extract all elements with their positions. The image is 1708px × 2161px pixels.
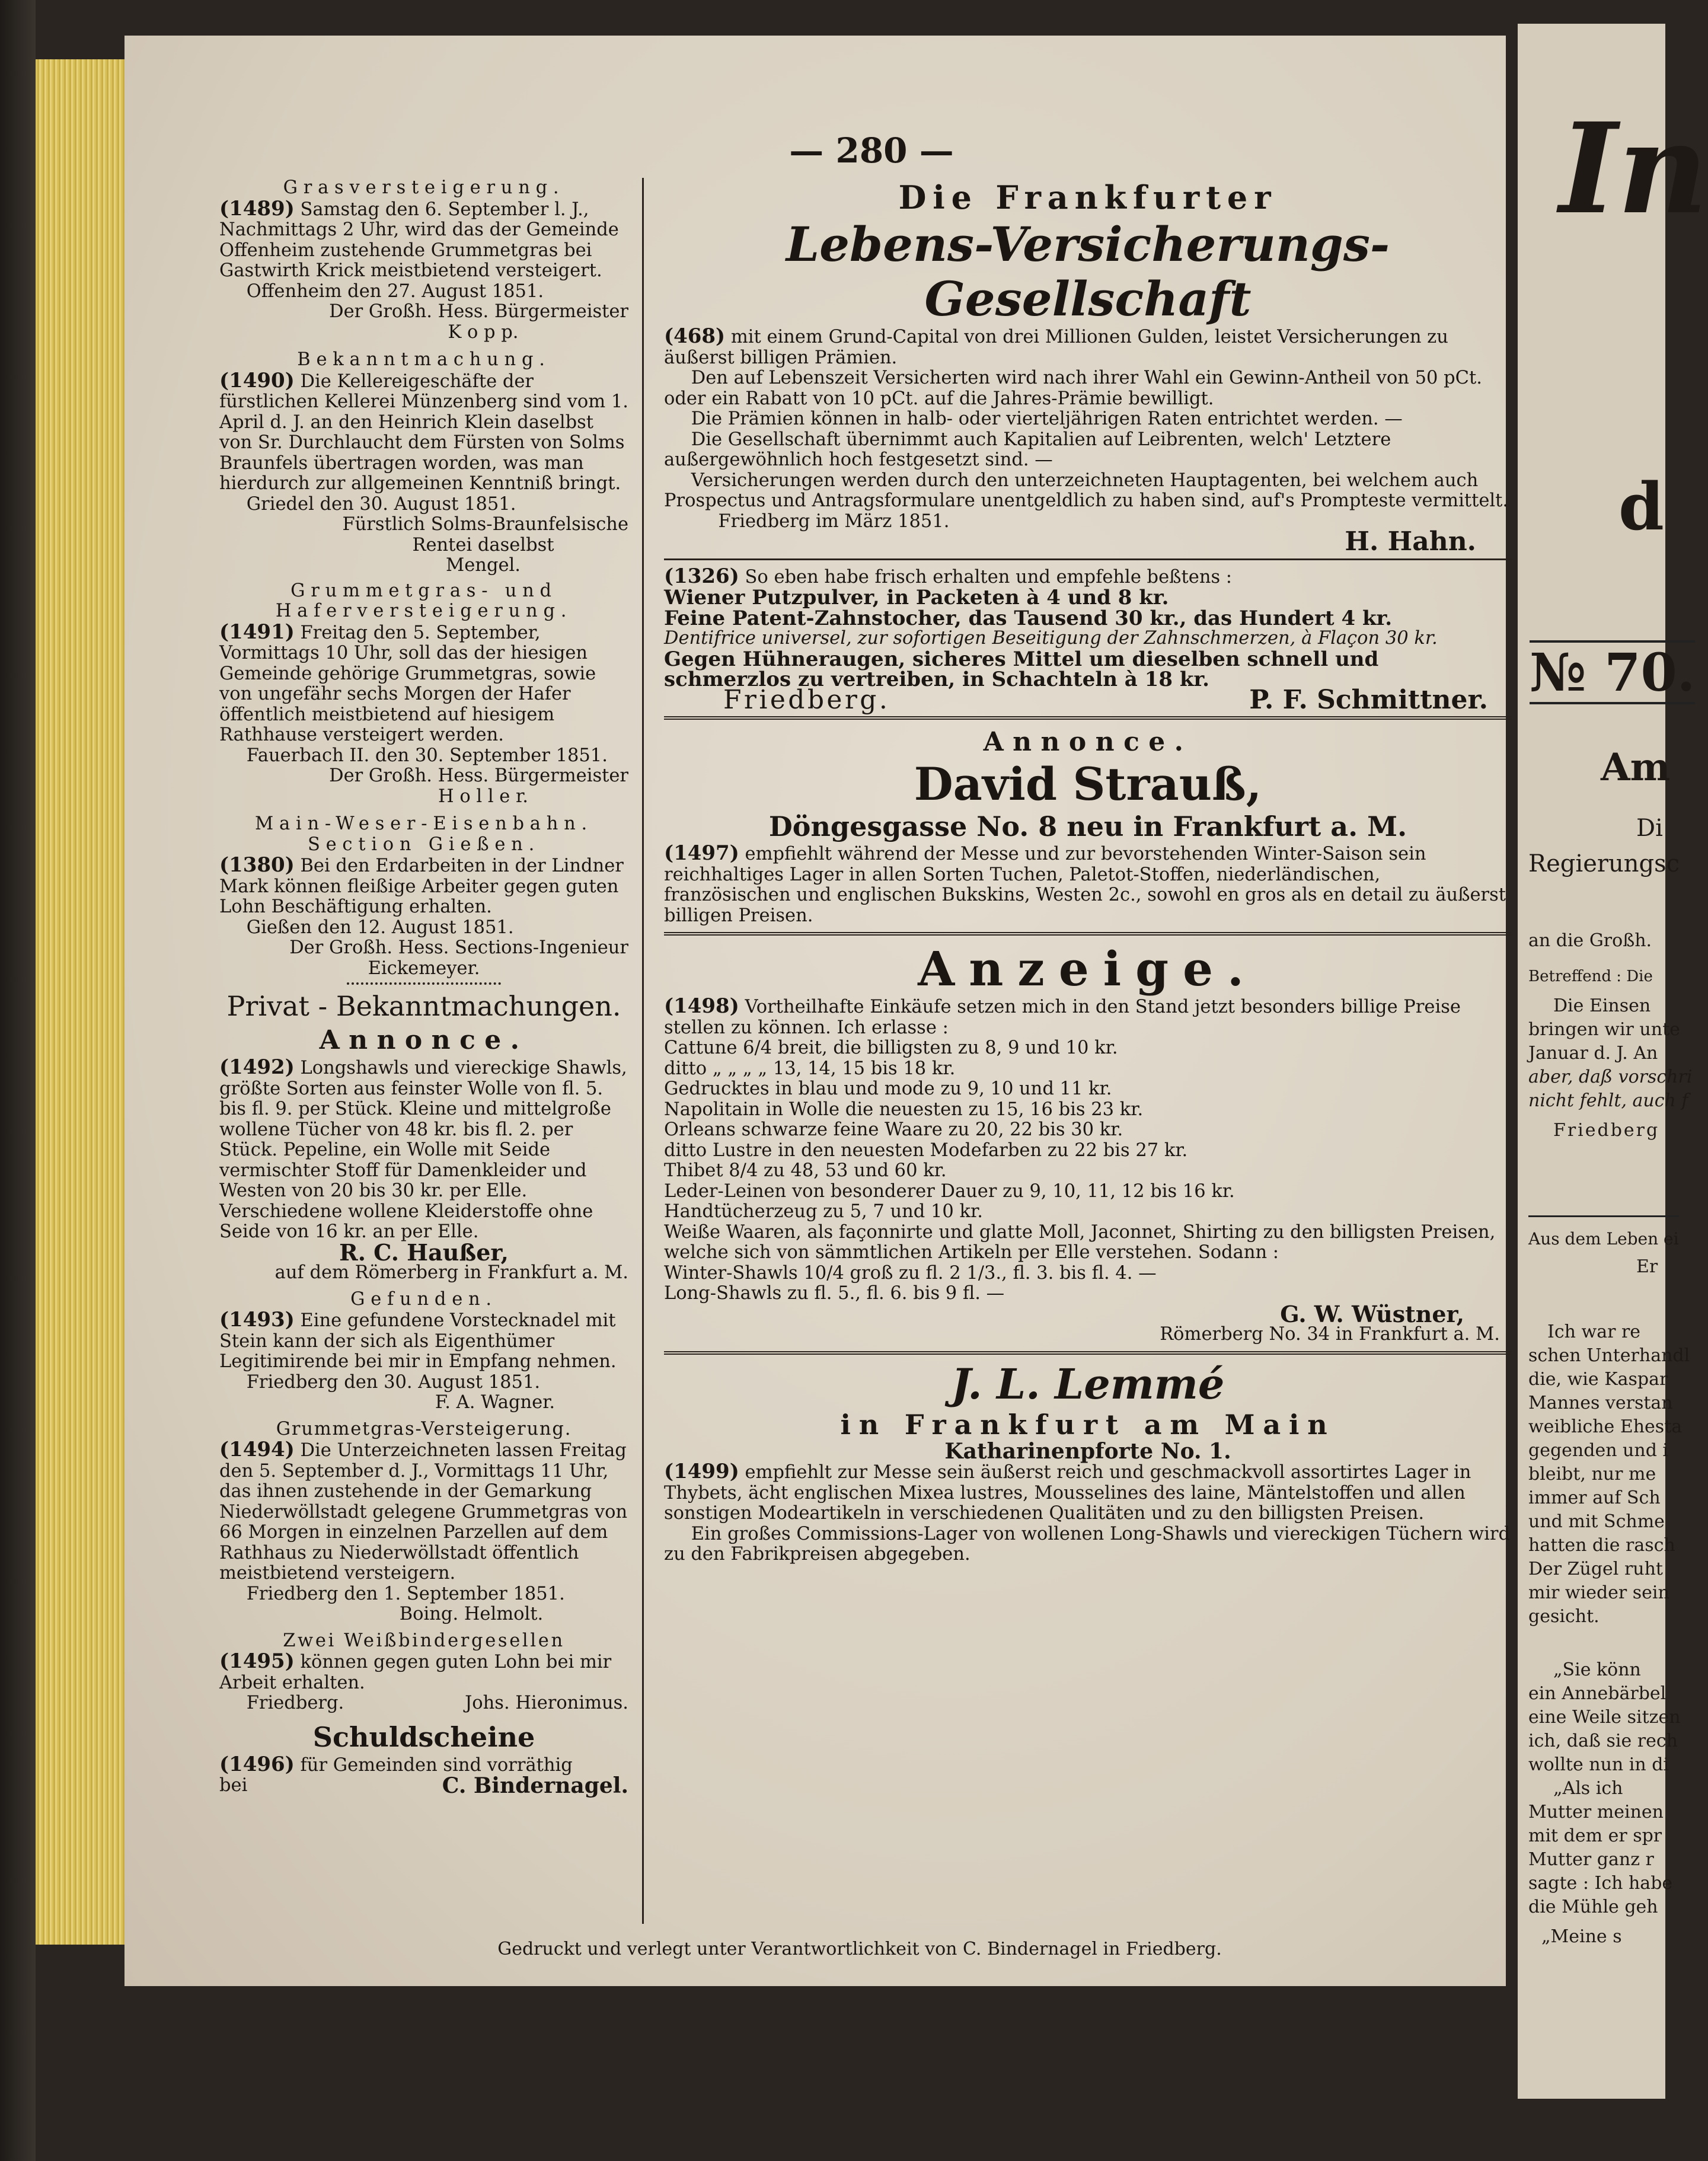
notice-title: Grummetgras- und Haferversteigerung. (275, 580, 573, 621)
price-line: Leder-Leinen von besonderer Dauer zu 9, 10, 11, 12 bis 16 kr. (664, 1180, 1235, 1202)
text-fragment: schen Unterhandl (1528, 1345, 1690, 1366)
notice-signature: Der Großh. Hess. Sections-Ingenieur (289, 937, 628, 958)
ad-text: Vortheilhafte Einkäufe setzen mich in den Stand jetzt besonders billige Preise stellen zu können. Ich erlasse : (664, 997, 1461, 1038)
text-fragment: Ich war re (1547, 1322, 1641, 1342)
notice-signature-name: H o l l e r. (438, 786, 528, 807)
notice-number: (1494) (219, 1438, 295, 1461)
ornament-divider (347, 982, 501, 985)
notice-body (219, 1057, 628, 1243)
notice-body (219, 622, 628, 746)
notice-text: Die Unterzeichneten lassen Freitag den 5. September d. J., Vormittags 11 Uhr, das ihnen zustehende in der Gemarkung Niederwöllstadt gelegene Grummetgras von 66 Morgen in einzelnen Parzellen auf dem Rathhaus zu Niederwöllstadt öffentlich meistbietend versteigern. (219, 1440, 628, 1584)
notice-body (219, 855, 628, 918)
notice-title: Zwei Weißbindergesellen (283, 1630, 565, 1651)
notice-number: (1492) (219, 1055, 295, 1079)
notice-signature-name: F. A. Wagner. (435, 1392, 556, 1413)
text-fragment: Mannes verstan (1528, 1393, 1673, 1413)
notice-footer-row (219, 1773, 628, 1798)
ad-body (664, 1461, 1512, 1524)
text-fragment: „Sie könn (1553, 1659, 1641, 1680)
ad-number: (1497) (664, 841, 739, 865)
ad-heading-main: David Strauß, (914, 758, 1262, 810)
book-spine (0, 0, 36, 2161)
ad-signature: H. Hahn. (1345, 526, 1476, 557)
ad-body (664, 996, 1512, 1038)
notice-number: (1380) (219, 853, 295, 877)
notice-number: (1490) (219, 368, 295, 392)
text-fragment: an die Großh. (1528, 930, 1652, 951)
text-fragment: Friedberg (1553, 1120, 1660, 1141)
ad-body (664, 566, 1512, 588)
ad-line: Feine Patent-Zahnstocher, das Tausend 30 kr., das Hundert 4 kr. (664, 606, 1393, 630)
notice-text: können gegen guten Lohn bei mir Arbeit erhalten. (219, 1652, 612, 1693)
price-list (664, 1038, 1512, 1304)
notice-footer-row (219, 1693, 628, 1714)
notice-signature-name: Johs. Hieronimus. (465, 1693, 628, 1713)
section-heading: Privat - Bekanntmachungen. (226, 990, 621, 1022)
notice-number: (1493) (219, 1308, 295, 1332)
ad-text: mit einem Grund-Capital von drei Millionen Gulden, leistet Versicherungen zu äußerst billigen Prämien. (664, 327, 1448, 368)
text-fragment: mit dem er spr (1528, 1825, 1662, 1846)
ad-number: (1498) (664, 994, 739, 1018)
text-fragment: „Meine s (1541, 1926, 1622, 1947)
notice-number: (1496) (219, 1752, 295, 1776)
notice-signature: Der Großh. Hess. Bürgermeister (329, 301, 628, 322)
ad-number: (1499) (664, 1460, 739, 1483)
ad-text: Die Gesellschaft übernimmt auch Kapitalien auf Leibrenten, welch' Letztere außergewöhnlich hoch festgesetzt sind. — (664, 429, 1391, 470)
text-fragment: Er (1636, 1256, 1658, 1277)
ad-text: empfiehlt während der Messe und zur bevorstehenden Winter-Saison sein reichhaltiges Lager in allen Sorten Tuchen, Paletot-Stoffen, niederländischen, französischen und englischen Bukskins, Westen 2c., sowohl en gros als en detail zu äußerst billigen Preisen. (664, 844, 1506, 926)
text-fragment: sagte : Ich habe (1528, 1873, 1673, 1894)
text-fragment: nicht fehlt, auch f (1528, 1090, 1688, 1111)
text-fragment: ich, daß sie rech (1528, 1731, 1678, 1751)
next-page-fragment (1518, 24, 1708, 2099)
notice-body (219, 196, 628, 282)
text-fragment: Januar d. J. An (1528, 1043, 1658, 1064)
text-fragment: „Als ich (1553, 1778, 1623, 1799)
text-fragment: Betreffend : Die (1528, 968, 1653, 985)
notice-signature-name: Eickemeyer. (368, 957, 480, 979)
text-fragment: die Mühle geh (1528, 1897, 1658, 1917)
price-line: Gedrucktes in blau und mode zu 9, 10 und 11 kr. (664, 1078, 1112, 1099)
notice-text: Die Kellereigeschäfte der fürstlichen Kellerei Münzenberg sind vom 1. April d. J. an den Heinrich Klein daselbst von Sr. Durchlaucht dem Fürsten von Solms Braunfels übertragen worden, was man hierdurch zur allgemeinen Kenntniß bringt. (219, 371, 628, 494)
text-fragment: aber, daß vorschri (1528, 1067, 1693, 1087)
rule (664, 932, 1512, 936)
column-rule (642, 178, 644, 1924)
notice-number: (1495) (219, 1649, 295, 1673)
text-fragment: Mutter ganz r (1528, 1849, 1654, 1870)
ad-text: Ein großes Commissions-Lager von wollenen Long-Shawls und viereckigen Tüchern wird zu den Fabrikpreisen abgegeben. (664, 1523, 1511, 1565)
ad-text: Versicherungen werden durch den unterzeichneten Hauptagenten, bei welchem auch Prospectus und Antragsformulare unentgeldlich zu haben sind, auf's Prompteste vermittelt. (664, 470, 1509, 511)
ad-body (664, 843, 1512, 926)
text-fragment: Die Einsen (1553, 995, 1651, 1016)
notice-text: bei (219, 1775, 248, 1796)
price-line: Cattune 6/4 breit, die billigsten zu 8, 9 und 10 kr. (664, 1038, 1118, 1058)
ad-place: Friedberg. (723, 684, 890, 715)
rule (664, 558, 1512, 560)
notice-body (219, 1310, 628, 1372)
ad-text: So eben habe frisch erhalten und empfehle beßtens : (745, 566, 1233, 588)
notice-signature: Der Großh. Hess. Bürgermeister (329, 765, 628, 786)
text-fragment: die, wie Kaspar (1528, 1369, 1668, 1390)
ad-number: (1326) (664, 564, 739, 588)
ad-heading-main: Anzeige. (918, 941, 1258, 997)
rule (664, 716, 1512, 720)
text-fragment: mir wieder sein (1528, 1582, 1669, 1603)
text-fragment: gesicht. (1528, 1606, 1600, 1627)
notice-title: Grasversteigerung. (283, 177, 565, 198)
text-fragment: Mutter meinen (1528, 1802, 1664, 1822)
notice-text: Bei den Erdarbeiten in der Lindner Mark können fleißige Arbeiter gegen guten Lohn Beschäftigung erhalten. (219, 856, 624, 917)
text-fragment: wollte nun in di (1528, 1754, 1669, 1775)
ad-text: Die Prämien können in halb- oder vierteljährigen Raten entrichtet werden. — (691, 408, 1403, 429)
masthead-fragment: d (1618, 468, 1664, 545)
ad-heading: Die Frankfurter (898, 178, 1278, 216)
price-line: ditto „ „ „ „ 13, 14, 15 bis 18 kr. (664, 1058, 956, 1079)
ad-line: Dentifrice universel, zur sofortigen Beseitigung der Zahnschmerzen, à Flaçon 30 kr. (664, 628, 1438, 649)
ad-signature: P. F. Schmittner. (1249, 684, 1488, 715)
notice-body (219, 1754, 628, 1776)
ad-signature: Römerberg No. 34 in Frankfurt a. M. (1160, 1324, 1500, 1345)
ad-title: Annonce. (983, 727, 1193, 757)
text-fragment: bleibt, nur me (1528, 1464, 1656, 1485)
text-fragment: und mit Schme (1528, 1511, 1665, 1532)
notice-body (219, 1439, 628, 1584)
ad-body (664, 326, 1512, 368)
notice-signature-name: Boing. Helmolt. (399, 1604, 544, 1624)
ad-heading: Katharinenpforte No. 1. (944, 1438, 1231, 1464)
price-line: Long-Shawls zu fl. 5., fl. 6. bis 9 fl. — (664, 1283, 1005, 1304)
notice-signature-name: K o p p. (448, 321, 519, 343)
notice-signature: Rentei daselbst (412, 534, 554, 556)
text-fragment: Am (1601, 745, 1671, 790)
notice-number: (1491) (219, 620, 295, 644)
notice-text: Freitag den 5. September, Vormittags 10 Uhr, soll das der hiesigen Gemeinde gehörige Grummetgras, sowie von ungefähr sechs Morgen der Hafer öffentlich meistbietend auf hiesigem Rathhause versteigert werden. (219, 622, 596, 745)
text-fragment: immer auf Sch (1528, 1488, 1661, 1508)
notice-body (219, 1651, 628, 1693)
price-line: Weiße Waaren, als façonnirte und glatte Moll, Jaconnet, Shirting zu den billigsten Preisen, welche sich von sämmtlichen Artikeln per Elle verstehen. Sodann : (664, 1221, 1496, 1263)
text-fragment: ein Annebärbel (1528, 1683, 1667, 1704)
ad-heading-main: Lebens-Versicherungs-Gesellschaft (786, 216, 1390, 327)
notice-title: Main-Weser-Eisenbahn. (255, 813, 593, 834)
text-fragment: bringen wir unte (1528, 1019, 1680, 1040)
ad-heading: in Frankfurt am Main (840, 1408, 1336, 1441)
ad-footer-row (664, 684, 1512, 715)
price-line: Napolitain in Wolle die neuesten zu 15, 16 bis 23 kr. (664, 1099, 1144, 1120)
notice-date: Offenheim den 27. August 1851. (246, 280, 544, 302)
notice-title: Bekanntmachung. (297, 349, 551, 370)
issue-number: № 70. (1530, 641, 1696, 703)
left-column (219, 178, 628, 1796)
price-line: ditto Lustre in den neuesten Modefarben zu 22 bis 27 kr. (664, 1139, 1188, 1161)
notice-text: Longshawls und viereckige Shawls, größte Sorten aus feinster Wolle von fl. 5. bis fl. 9. per Stück. Kleine und mittelgroße wollene Tücher von 48 kr. bis fl. 2. per Stück. Pepeline, ein Wolle mit Seide vermischter Stoff für Damenkleider und Westen von 20 bis 30 kr. per Elle. Verschiedene wollene Kleiderstoffe ohne Seide von 16 kr. an per Elle. (219, 1058, 627, 1242)
ad-signature: G. W. Wüstner, (1280, 1300, 1464, 1327)
text-fragment: gegenden und i (1528, 1440, 1669, 1461)
notice-title: Gefunden. (350, 1288, 497, 1310)
notice-title: Schuldscheine (312, 1720, 535, 1753)
rule (664, 1351, 1512, 1355)
text-fragment: hatten die rasch (1528, 1535, 1675, 1556)
ad-text: Den auf Lebenszeit Versicherten wird nach ihrer Wahl ein Gewinn-Antheil von 50 pCt. oder ein Rabatt von 10 pCt. auf die Jahres-Prämie bewilligt. (664, 368, 1482, 409)
price-line: Handtücherzeug zu 5, 7 und 10 kr. (664, 1201, 983, 1222)
ad-line: Wiener Putzpulver, in Packeten à 4 und 8 kr. (664, 586, 1169, 609)
ad-line: Gegen Hühneraugen, sicheres Mittel um dieselben schnell und schmerzlos zu vertreiben, in Schachteln à 18 kr. (664, 647, 1379, 691)
notice-number: (1489) (219, 196, 295, 221)
price-line: Orleans schwarze feine Waare zu 20, 22 bis 30 kr. (664, 1119, 1123, 1140)
notice-date: Griedel den 30. August 1851. (246, 493, 516, 515)
notice-signature-name: Mengel. (446, 555, 521, 576)
notice-signature: Fürstlich Solms-Braunfelsische (342, 514, 628, 535)
text-fragment: weibliche Ehesta (1528, 1416, 1683, 1437)
notice-signature: auf dem Römerberg in Frankfurt a. M. (274, 1262, 628, 1283)
notice-text: Samstag den 6. September l. J., Nachmittags 2 Uhr, wird das der Gemeinde Offenheim zustehende Grummetgras bei Gastwirth Krick meistbietend versteigert. (219, 199, 619, 281)
ad-heading: Döngesgasse No. 8 neu in Frankfurt a. M. (768, 810, 1407, 842)
notice-signature-name: C. Bindernagel. (442, 1773, 628, 1798)
notice-subtitle: Section Gießen. (307, 834, 541, 855)
notice-date: Gießen den 12. August 1851. (246, 917, 514, 938)
notice-text: Eine gefundene Vorstecknadel mit Stein kann der sich als Eigenthümer Legitimirende bei mir in Empfang nehmen. (219, 1310, 617, 1372)
price-line: Winter-Shawls 10/4 groß zu fl. 2 1/3., fl. 3. bis fl. 4. — (664, 1262, 1157, 1284)
notice-date: Fauerbach II. den 30. September 1851. (246, 745, 608, 766)
text-fragment: Regierungsc (1528, 850, 1680, 877)
text-fragment: Di (1636, 815, 1663, 842)
notice-date: Friedberg den 1. September 1851. (246, 1583, 565, 1604)
text-fragment: eine Weile sitzen (1528, 1707, 1681, 1728)
ad-number: (468) (664, 324, 726, 348)
text-fragment: Der Zügel ruht (1528, 1559, 1663, 1579)
price-line: Thibet 8/4 zu 48, 53 und 60 kr. (664, 1160, 947, 1181)
notice-title: Grummetgras-Versteigerung. (276, 1418, 572, 1439)
notice-signature-name: R. C. Haußer, (339, 1238, 509, 1266)
masthead-fragment: In (1559, 95, 1708, 242)
text-fragment: Aus dem Leben ei (1528, 1215, 1679, 1249)
notice-date: Friedberg den 30. August 1851. (246, 1371, 541, 1393)
notice-date: Friedberg. (246, 1693, 344, 1713)
notice-text: für Gemeinden sind vorräthig (300, 1754, 573, 1776)
ad-date: Friedberg im März 1851. (718, 510, 950, 532)
page-edges (36, 59, 124, 1945)
imprint: Gedruckt und verlegt unter Verantwortlichkeit von C. Bindernagel in Friedberg. (497, 1939, 1222, 1959)
notice-body (219, 368, 628, 494)
page-number: — 280 — (789, 130, 954, 171)
notice-title: Annonce. (319, 1025, 529, 1055)
ad-text: empfiehlt zur Messe sein äußerst reich und geschmackvoll assortirtes Lager in Thybets, ächt englischen Mixea lustres, Mousselines des laine, Mäntelstoffen und allen sonstigen Modeartikeln in verschiedenen Qualitäten und zu den billigsten Preisen. (664, 1462, 1471, 1524)
right-column (664, 178, 1512, 1565)
ad-heading-main: J. L. Lemmé (951, 1359, 1225, 1409)
